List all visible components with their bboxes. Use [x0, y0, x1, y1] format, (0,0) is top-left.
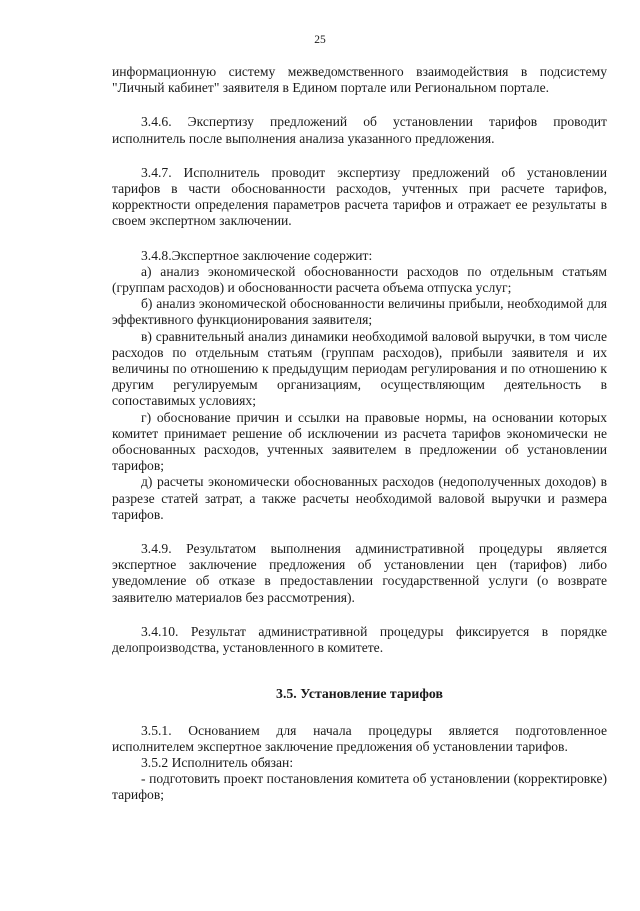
paragraph-3-4-8-intro: 3.4.8.Экспертное заключение содержит:	[141, 247, 373, 263]
list-item-v: в) сравнительный анализ динамики необходимой валовой выручки, в том числе расходов по отдельным статьям (группам расходов), прибыли заявителя и их величины по отношению к предыдущим периодам регулирования и по отношению к другим регулируемым организациям, осуществляющим деятельность в сопоставимых условиях;	[112, 328, 607, 409]
paragraph-3-5-2: 3.5.2 Исполнитель обязан:	[141, 754, 294, 770]
section-heading-3-5: 3.5. Установление тарифов	[276, 686, 443, 702]
paragraph-3-4-6: 3.4.6. Экспертизу предложений об установлении тарифов проводит исполнитель после выполнения анализа указанного предложения.	[112, 114, 607, 146]
list-item-g: г) обоснование причин и ссылки на правовые нормы, на основании которых комитет принимает решение об исключении из расчета тарифов экономически не обоснованных расходов, учтенных заявителем в предложении об установлении тарифов;	[112, 409, 607, 474]
document-body	[112, 64, 607, 804]
paragraph-continuation: информационную систему межведомственного взаимодействия в подсистему "Личный кабинет" заявителя в Едином портале или Региональном портале.	[112, 64, 607, 96]
paragraph-3-4-10: 3.4.10. Результат административной процедуры фиксируется в порядке делопроизводства, установленного в комитете.	[112, 623, 607, 656]
paragraph-3-4-9: 3.4.9. Результатом выполнения административной процедуры является экспертное заключение предложения об установлении цен (тарифов) либо уведомление об отказе в предоставлении государственной услуги (о возврате заявителю материалов без рассмотрения).	[112, 541, 607, 605]
list-item-d: д) расчеты экономически обоснованных расходов (недополученных доходов) в разрезе статей затрат, а также расчеты необходимой валовой выручки и размера тарифов.	[112, 474, 607, 522]
list-item-dash: - подготовить проект постановления комитета об установлении (корректировке) тарифов;	[112, 771, 607, 803]
list-item-b: б) анализ экономической обоснованности величины прибыли, необходимой для эффективного функционирования заявителя;	[112, 296, 607, 328]
list-item-a: а) анализ экономической обоснованности расходов по отдельным статьям (группам расходов) и обоснованности расчета объема отпуска услуг;	[112, 263, 607, 296]
paragraph-3-5-1: 3.5.1. Основанием для начала процедуры является подготовленное исполнителем экспертное заключение предложения об установлении тарифов.	[112, 722, 607, 754]
paragraph-3-4-7: 3.4.7. Исполнитель проводит экспертизу предложений об установлении тарифов в части обоснованности расходов, учтенных при расчете тарифов, корректности определения параметров расчета тарифов и отражает ее результаты в своем экспертном заключении.	[112, 164, 607, 229]
page-number: 25	[314, 34, 326, 46]
